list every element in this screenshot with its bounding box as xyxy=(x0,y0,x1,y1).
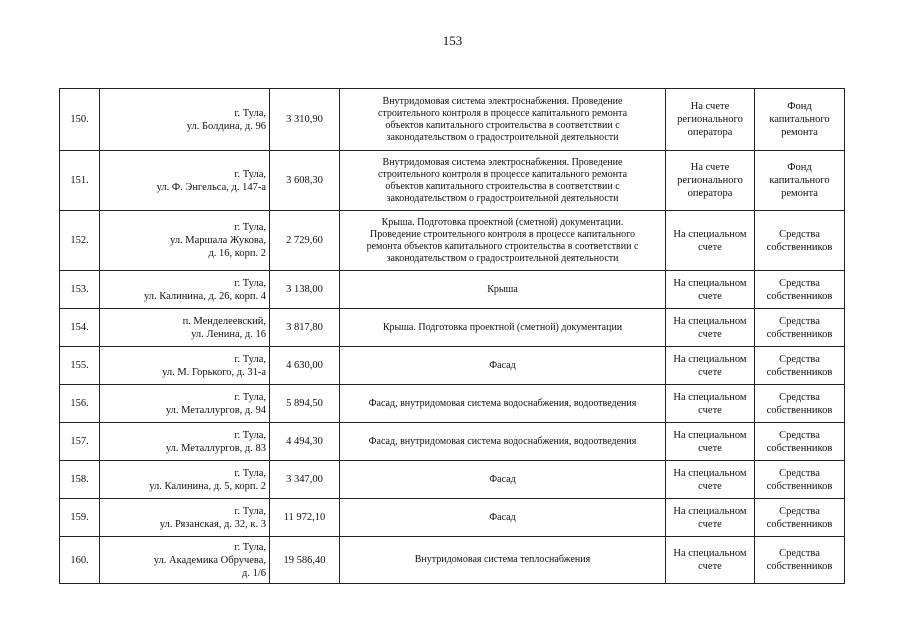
fund-type-cell-line: собственников xyxy=(766,241,833,253)
work-type-cell-line: законодательством о градостроительной деятельности xyxy=(386,131,619,143)
fund-type-cell-line: Средства xyxy=(779,315,820,327)
fund-type-cell-line: собственников xyxy=(766,442,833,454)
fund-type-cell-line: Фонд xyxy=(787,101,812,112)
fund-type-cell xyxy=(755,309,845,347)
fund-type-cell-line: ремонта xyxy=(781,127,818,138)
account-type-cell xyxy=(666,211,755,271)
work-type-cell-line: Внутридомовая система электроснабжения. Проведение xyxy=(382,156,623,168)
address-cell-line: г. Тула, xyxy=(234,391,266,403)
fund-type-cell-line: Средства xyxy=(779,505,820,517)
row-number: 160. xyxy=(60,537,100,584)
address-cell-line: г. Тула, xyxy=(234,541,266,553)
account-type-cell xyxy=(666,385,755,423)
area-cell: 5 894,50 xyxy=(270,385,340,423)
table-row xyxy=(60,499,845,537)
row-number: 156. xyxy=(60,385,100,423)
address-cell xyxy=(100,89,270,151)
row-number: 153. xyxy=(60,271,100,309)
work-type-cell-line: строительного контроля в процессе капитального ремонта xyxy=(377,107,628,119)
address-cell-line: п. Менделеевский, xyxy=(182,315,266,327)
work-type-cell xyxy=(340,461,666,499)
address-cell-line: д. 16, корп. 2 xyxy=(208,248,266,259)
fund-type-cell-line: Средства xyxy=(779,548,820,559)
address-cell-line: ул. Ф. Энгельса, д. 147-а xyxy=(156,181,266,193)
work-type-cell-line: Фасад, внутридомовая система водоснабжения, водоотведения xyxy=(368,397,637,409)
address-cell-line: ул. Болдина, д. 96 xyxy=(186,120,266,132)
fund-type-cell-line: собственников xyxy=(766,328,833,340)
fund-type-cell-line: Средства xyxy=(779,391,820,403)
address-cell-line: ул. Академика Обручева, xyxy=(153,554,266,566)
account-type-cell-line: счете xyxy=(698,561,722,572)
work-type-cell-line: Фасад, внутридомовая система водоснабжения, водоотведения xyxy=(368,435,637,447)
fund-type-cell-line: Средства xyxy=(779,228,820,240)
fund-type-cell-line: собственников xyxy=(766,404,833,416)
address-cell-line: г. Тула, xyxy=(234,277,266,289)
work-type-cell-line: строительного контроля в процессе капитального ремонта xyxy=(377,168,628,180)
address-cell-line: г. Тула, xyxy=(234,429,266,441)
table-row xyxy=(60,537,845,584)
area-cell: 4 494,30 xyxy=(270,423,340,461)
work-type-cell-line: Крыша. Подготовка проектной (сметной) документации. xyxy=(381,216,624,228)
account-type-cell-line: регионального xyxy=(677,114,743,125)
address-cell xyxy=(100,151,270,211)
area-cell: 3 608,30 xyxy=(270,151,340,211)
row-number: 157. xyxy=(60,423,100,461)
account-type-cell-line: На счете xyxy=(690,162,730,173)
address-cell-line: ул. М. Горького, д. 31-а xyxy=(162,366,266,378)
account-type-cell-line: счете xyxy=(698,518,722,530)
work-type-cell-line: Фасад xyxy=(489,473,516,485)
row-number: 158. xyxy=(60,461,100,499)
row-number: 151. xyxy=(60,151,100,211)
account-type-cell-line: счете xyxy=(698,328,722,340)
work-type-cell-line: ремонта объектов капитального строительства в соответствии с xyxy=(366,240,639,252)
work-type-cell xyxy=(340,499,666,537)
account-type-cell xyxy=(666,537,755,584)
account-type-cell-line: На специальном xyxy=(673,228,747,240)
address-cell-line: г. Тула, xyxy=(234,505,266,517)
account-type-cell xyxy=(666,499,755,537)
area-cell: 3 310,90 xyxy=(270,89,340,151)
work-type-cell xyxy=(340,271,666,309)
fund-type-cell xyxy=(755,423,845,461)
account-type-cell xyxy=(666,151,755,211)
fund-type-cell xyxy=(755,499,845,537)
address-cell xyxy=(100,423,270,461)
table-row xyxy=(60,461,845,499)
area-cell: 3 817,80 xyxy=(270,309,340,347)
row-number: 159. xyxy=(60,499,100,537)
fund-type-cell-line: Средства xyxy=(779,467,820,479)
fund-type-cell-line: собственников xyxy=(766,366,833,378)
account-type-cell-line: На специальном xyxy=(673,548,747,559)
fund-type-cell-line: собственников xyxy=(766,480,833,492)
address-cell-line: г. Тула, xyxy=(234,353,266,365)
fund-type-cell-line: Средства xyxy=(779,429,820,441)
area-cell: 11 972,10 xyxy=(270,499,340,537)
address-cell xyxy=(100,537,270,584)
area-cell: 19 586,40 xyxy=(270,537,340,584)
work-type-cell-line: законодательством о градостроительной деятельности xyxy=(386,252,619,264)
fund-type-cell-line: собственников xyxy=(766,518,833,530)
row-number: 152. xyxy=(60,211,100,271)
address-cell xyxy=(100,309,270,347)
fund-type-cell xyxy=(755,271,845,309)
account-type-cell-line: На специальном xyxy=(673,391,747,403)
account-type-cell-line: оператора xyxy=(687,127,733,138)
page-number: 153 xyxy=(442,33,463,48)
address-cell-line: ул. Калинина, д. 5, корп. 2 xyxy=(149,480,266,492)
work-type-cell xyxy=(340,89,666,151)
account-type-cell-line: счете xyxy=(698,404,722,416)
address-cell-line: г. Тула, xyxy=(234,222,266,233)
account-type-cell xyxy=(666,423,755,461)
account-type-cell-line: счете xyxy=(698,442,722,454)
work-type-cell xyxy=(340,537,666,584)
account-type-cell-line: На специальном xyxy=(673,277,747,289)
work-type-cell-line: Внутридомовая система теплоснабжения xyxy=(414,554,591,565)
work-type-cell xyxy=(340,385,666,423)
account-type-cell-line: На специальном xyxy=(673,467,747,479)
address-cell-line: ул. Маршала Жукова, xyxy=(170,235,266,246)
row-number: 150. xyxy=(60,89,100,151)
table-body xyxy=(60,89,845,584)
work-type-cell-line: Крыша xyxy=(487,283,518,295)
address-cell-line: ул. Ленина, д. 16 xyxy=(191,328,266,340)
work-type-cell xyxy=(340,423,666,461)
work-type-cell-line: Фасад xyxy=(489,359,516,371)
work-type-cell xyxy=(340,347,666,385)
address-cell xyxy=(100,461,270,499)
account-type-cell-line: счете xyxy=(698,366,722,378)
fund-type-cell-line: собственников xyxy=(766,290,833,302)
address-cell xyxy=(100,347,270,385)
account-type-cell-line: регионального xyxy=(677,175,743,186)
account-type-cell xyxy=(666,309,755,347)
work-type-cell xyxy=(340,211,666,271)
fund-type-cell-line: ремонта xyxy=(781,188,818,199)
area-cell: 4 630,00 xyxy=(270,347,340,385)
account-type-cell xyxy=(666,461,755,499)
account-type-cell xyxy=(666,271,755,309)
address-cell-line: ул. Калинина, д. 26, корп. 4 xyxy=(143,290,266,302)
work-type-cell-line: объектов капитального строительства в соответствии с xyxy=(385,180,620,192)
work-type-cell-line: объектов капитального строительства в соответствии с xyxy=(385,119,620,131)
fund-type-cell-line: Фонд xyxy=(787,162,812,173)
account-type-cell xyxy=(666,89,755,151)
fund-type-cell xyxy=(755,89,845,151)
fund-type-cell-line: собственников xyxy=(766,561,833,572)
account-type-cell-line: счете xyxy=(698,480,722,492)
fund-type-cell-line: капитального xyxy=(769,114,830,125)
area-cell: 3 138,00 xyxy=(270,271,340,309)
address-cell-line: ул. Рязанская, д. 32, к. 3 xyxy=(159,518,266,530)
work-type-cell-line: Внутридомовая система электроснабжения. Проведение xyxy=(382,95,623,107)
address-cell-line: г. Тула, xyxy=(234,467,266,479)
table-row xyxy=(60,309,845,347)
work-type-cell-line: Проведение строительного контроля в процессе капитального xyxy=(370,228,635,240)
table-row xyxy=(60,271,845,309)
fund-type-cell xyxy=(755,211,845,271)
table-row xyxy=(60,89,845,151)
account-type-cell-line: счете xyxy=(698,241,722,253)
work-type-cell-line: законодательством о градостроительной деятельности xyxy=(386,192,619,204)
work-type-cell-line: Крыша. Подготовка проектной (сметной) документации xyxy=(382,321,623,333)
address-cell xyxy=(100,499,270,537)
address-cell xyxy=(100,385,270,423)
address-cell-line: ул. Металлургов, д. 83 xyxy=(165,442,266,454)
address-cell xyxy=(100,271,270,309)
repair-program-table xyxy=(59,88,845,584)
area-cell: 2 729,60 xyxy=(270,211,340,271)
work-type-cell xyxy=(340,309,666,347)
address-cell-line: д. 1/6 xyxy=(241,567,266,579)
fund-type-cell xyxy=(755,461,845,499)
fund-type-cell xyxy=(755,347,845,385)
fund-type-cell-line: Средства xyxy=(779,353,820,365)
table-row xyxy=(60,385,845,423)
fund-type-cell xyxy=(755,385,845,423)
row-number: 155. xyxy=(60,347,100,385)
work-type-cell xyxy=(340,151,666,211)
account-type-cell-line: На специальном xyxy=(673,429,747,441)
table-row xyxy=(60,347,845,385)
fund-type-cell xyxy=(755,151,845,211)
address-cell-line: г. Тула, xyxy=(234,168,266,180)
fund-type-cell-line: капитального xyxy=(769,175,830,186)
account-type-cell xyxy=(666,347,755,385)
fund-type-cell xyxy=(755,537,845,584)
account-type-cell-line: счете xyxy=(698,290,722,302)
area-cell: 3 347,00 xyxy=(270,461,340,499)
table-row xyxy=(60,151,845,211)
account-type-cell-line: На специальном xyxy=(673,353,747,365)
row-number: 154. xyxy=(60,309,100,347)
table-row xyxy=(60,423,845,461)
address-cell-line: ул. Металлургов, д. 94 xyxy=(165,404,266,416)
account-type-cell-line: На специальном xyxy=(673,315,747,327)
account-type-cell-line: На специальном xyxy=(673,505,747,517)
work-type-cell-line: Фасад xyxy=(489,511,516,523)
address-cell-line: г. Тула, xyxy=(234,107,266,119)
fund-type-cell-line: Средства xyxy=(779,277,820,289)
account-type-cell-line: оператора xyxy=(687,188,733,199)
account-type-cell-line: На счете xyxy=(690,101,730,112)
table-row xyxy=(60,211,845,271)
address-cell xyxy=(100,211,270,271)
